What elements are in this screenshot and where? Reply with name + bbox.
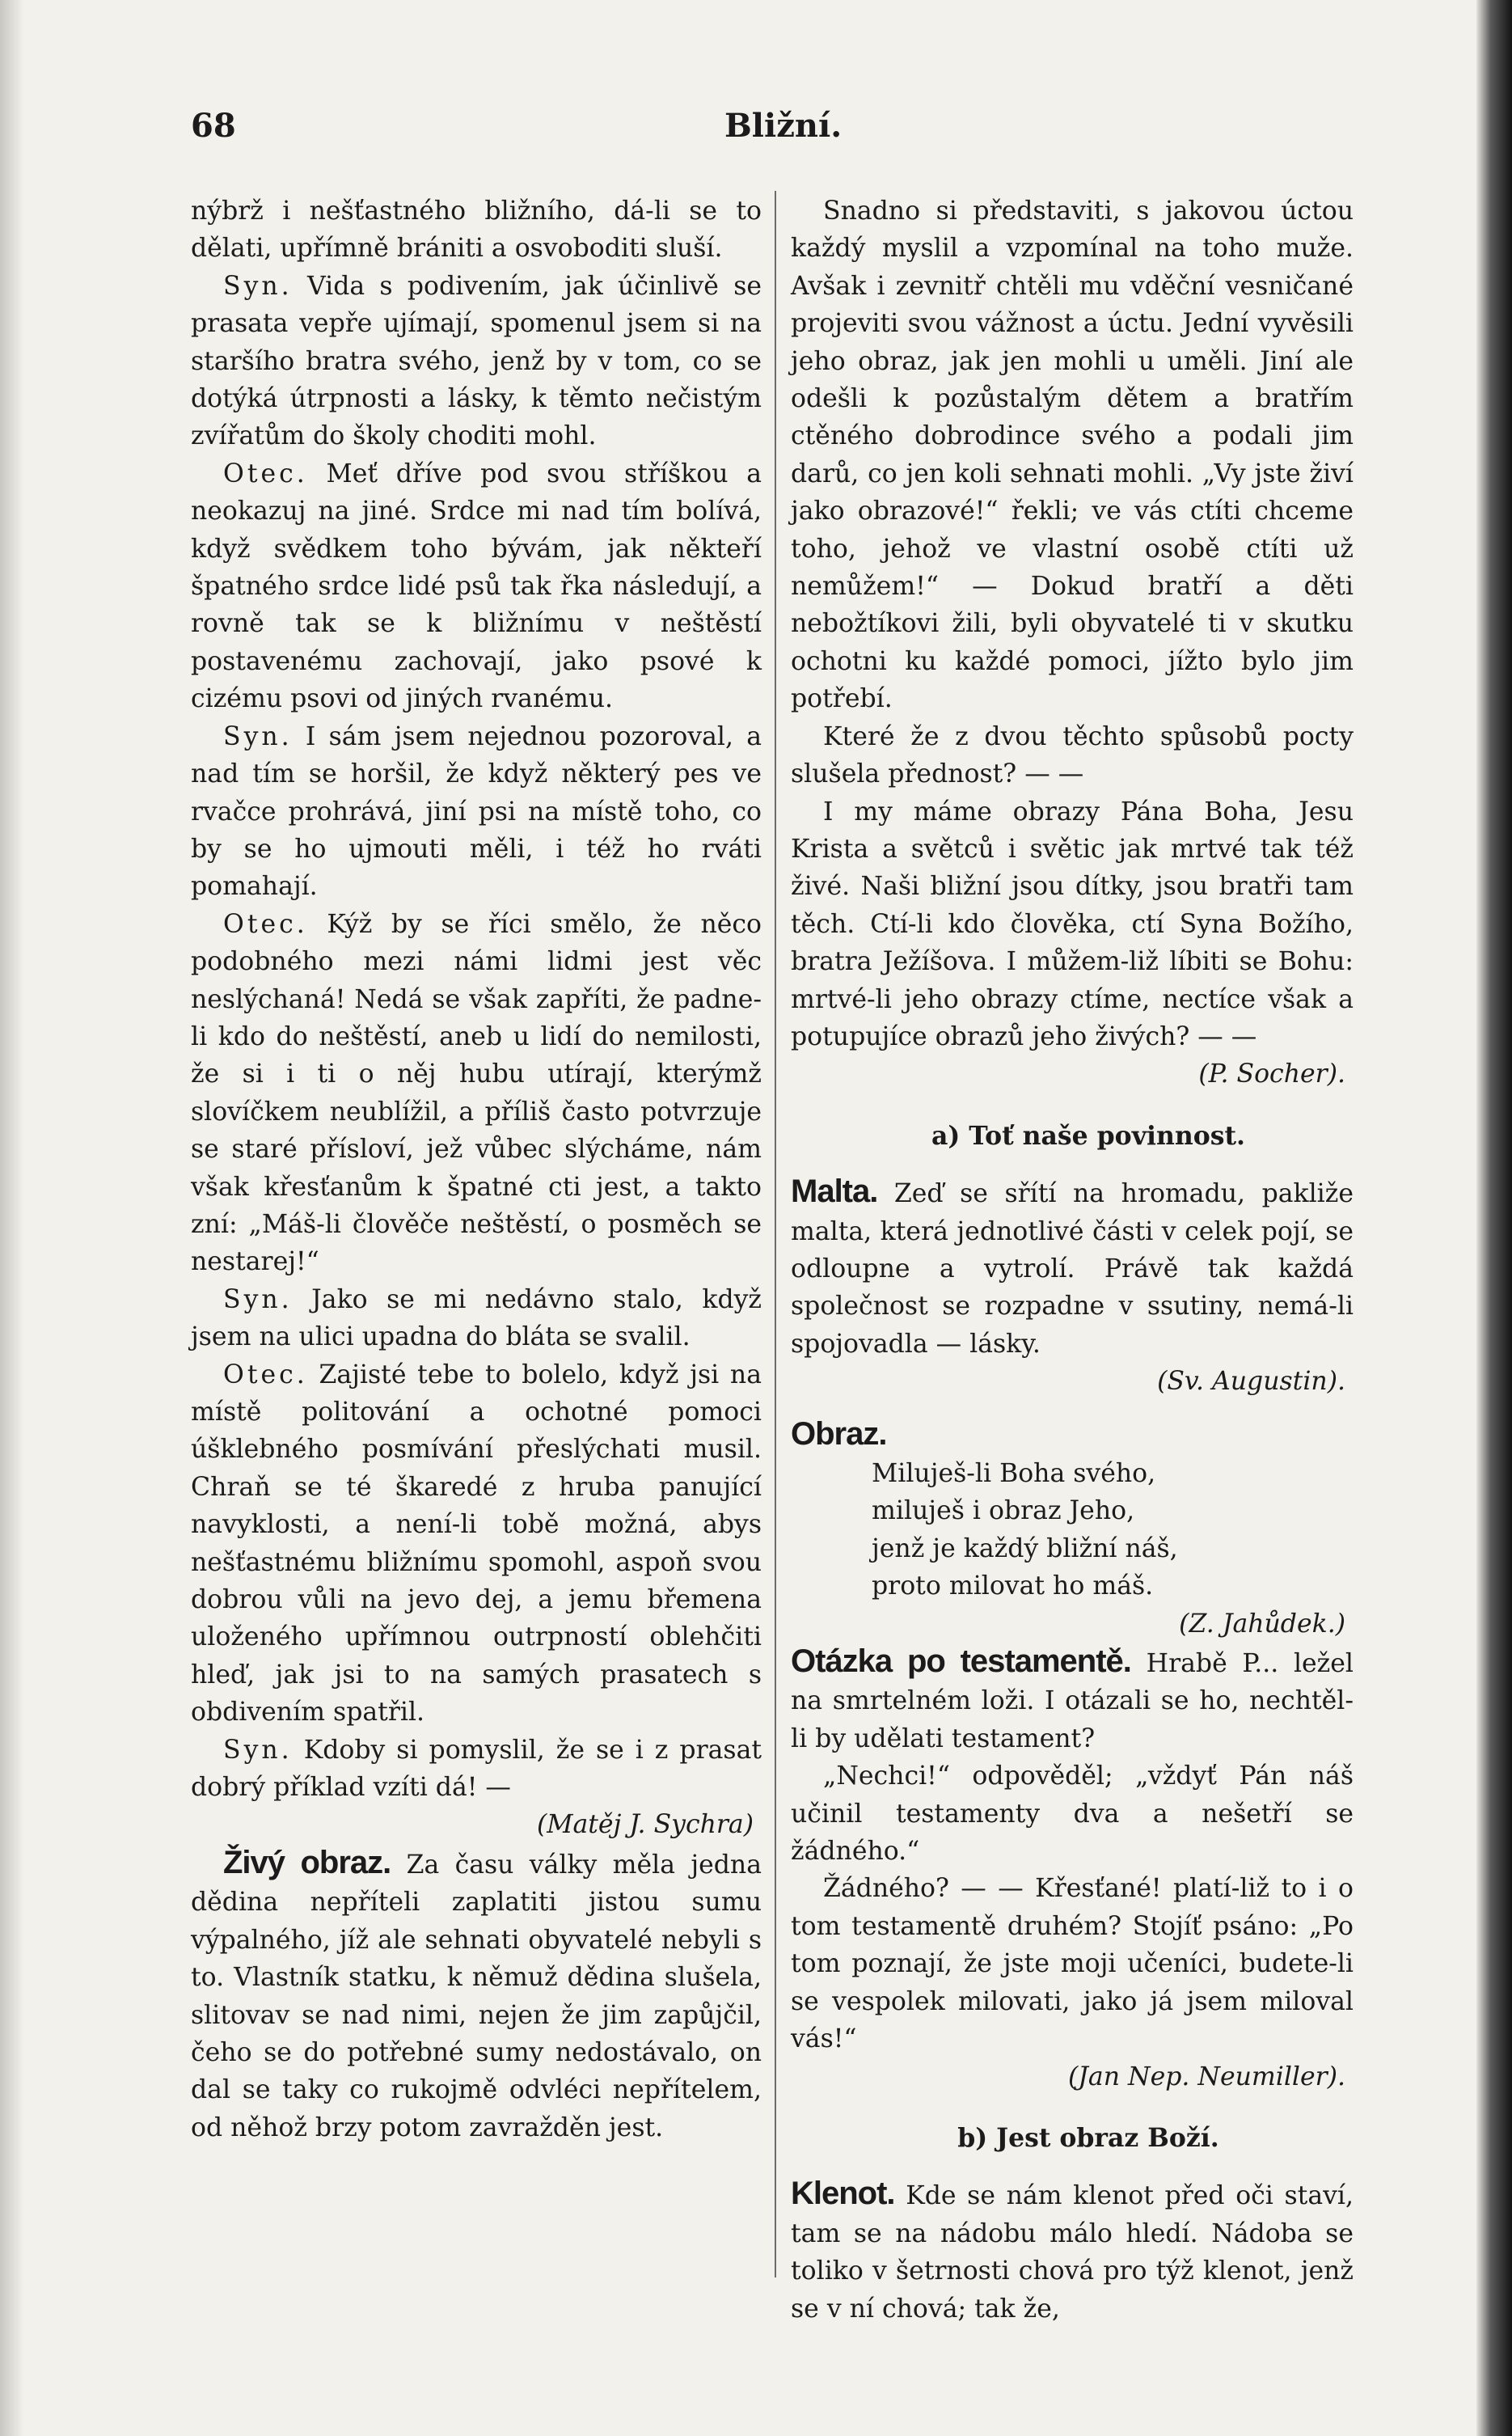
entry-heading — [791, 1415, 1354, 1455]
entry-keyword: Otázka po testamentě. — [791, 1643, 1131, 1680]
entry-keyword: Živý obraz. — [223, 1844, 391, 1880]
dialogue-text: Meť dříve pod svou stříškou a neokazuj na jiné. Srdce mi nad tím bolívá, když svědkem toho bývám, jak někteří špatného srdce lidé psů tak řka následují, a rovně tak se k bližnímu v neštěstí postavenému zachovají, jako psové k cizému psovi od jiných rvanému. — [191, 459, 762, 714]
paragraph: Snadno si představiti, s jakovou úctou každý myslil a vzpomínal na toho muže. Avšak i zevnitř chtěli mu vděční vesničané projeviti svou vážnost a úctu. Jední vyvěsili jeho obraz, jak jen mohli u uměli. Jiní ale odešli k pozůstalým dětem a bratřím ctěného dobrodince svého a podali jim darů, co jen koli sehnati mohli. „Vy jste živí jako obrazové!“ řekli; ve vás ctíti chceme toho, jehož ve vlastní osobě ctíti už nemůžem!“ — Dokud bratří a děti nebožtíkovi žili, byli obyvatelé ti v skutku ochotni ku každé pomoci, jížto bylo jim potřebí. — [791, 197, 1354, 714]
dialogue-paragraph — [191, 906, 762, 1281]
author-signature: (Sv. Augustin). — [1157, 1367, 1345, 1397]
entry-paragraph — [791, 2175, 1354, 2328]
dialogue-paragraph — [191, 1281, 762, 1356]
entry-paragraph — [191, 1844, 762, 2146]
right-column — [791, 192, 1354, 2328]
author-signature: (Jan Nep. Neumiller). — [1068, 2062, 1345, 2091]
column-divider — [775, 191, 776, 2277]
entry-paragraph — [791, 1173, 1354, 1363]
entry-paragraph — [791, 1643, 1354, 1757]
entry-text: Zeď se sřítí na hromadu, pakliže malta, která jednotlivé části v celek pojí, se odloupne a vytrolí. Právě tak každá společnost se rozpadne v ssutiny, nemá-li spojovadla — lásky. — [791, 1179, 1354, 1359]
speaker-label: Otec. — [223, 909, 308, 939]
dialogue-paragraph — [191, 268, 762, 455]
section-heading: a) Toť naše povinnost. — [931, 1120, 1246, 1151]
page-edge-left — [0, 0, 24, 2436]
dialogue-text: Jako se mi nedávno stalo, když jsem na ulici upadna do bláta se svalil. — [191, 1284, 762, 1352]
dialogue-text: Kýž by se říci smělo, že něco podobného mezi námi lidmi jest věc neslýchaná! Nedá se však zapříti, že padne-li kdo do neštěstí, aneb u lidí do nemilosti, že si i ti o něj hubu utírají, kterýmž slovíčkem neublížil, a příliš často potvrzuje se staré přísloví, jež vůbec slýcháme, nám však křesťanům k špatné cti jest, a takto zní: „Máš-li člověče neštěstí, o posměch se nestarej!“ — [191, 909, 762, 1277]
entry-keyword: Malta. — [791, 1174, 878, 1210]
dialogue-paragraph — [191, 455, 762, 718]
speaker-label: Syn. — [223, 1735, 293, 1765]
poem — [872, 1455, 1354, 1605]
dialogue-text: I sám jsem nejednou pozoroval, a nad tím se horšil, že když některý pes ve rvačce prohrává, jiní psi na místě toho, co by se ho ujmouti měli, i též ho rváti pomahají. — [191, 721, 762, 902]
dialogue-text: Zajisté tebe to bolelo, když jsi na místě politování a ochotné pomoci úšklebného posmívání přeslýchati musil. Chraň se té škaredé z hruba panující navyklosti, a není-li tobě možná, abys nešťastnému bližnímu spomohl, aspoň svou dobrou vůli na jevo dej, a jemu břemena uloženého upřímnou outrpností oblehčiti hleď, jak jsi to na samých prasatech s obdivením spatřil. — [191, 1360, 762, 1728]
paragraph: I my máme obrazy Pána Boha, Jesu Krista a světců i světic jak mrtvé tak též živé. Naši bližní jsou dítky, jsou bratři tam těch. Ctí-li kdo člověka, ctí Syna Božího, bratra Ježíšova. I můžem-liž líbiti se Bohu: mrtvé-li jeho obrazy ctíme, nectíce však a potupujíce obrazů jeho živých? — — — [791, 797, 1354, 1051]
paragraph: Které že z dvou těchto spůsobů pocty slušela přednost? — — — [791, 721, 1354, 789]
poem-line: Miluješ-li Boha svého, — [872, 1459, 1156, 1488]
dialogue-text: Kdoby si pomyslil, že se i z prasat dobrý příklad vzíti dá! — — [191, 1735, 762, 1803]
author-signature: (Z. Jahůdek.) — [1179, 1609, 1345, 1639]
poem-line: miluješ i obraz Jeho, — [872, 1496, 1135, 1526]
speaker-label: Syn. — [223, 1284, 293, 1314]
dialogue-paragraph — [191, 718, 762, 906]
entry-text: Za času války měla jedna dědina nepříteli zaplatiti jistou sumu výpalného, jíž ale sehnati obyvatelé nebyli s to. Vlastník statku, k němuž dědina slušela, slitovav se nad nimi, nejen že jim zapůjčil, čeho se do potřebné sumy nedostávalo, on dal se taky co rukojmě odvléci nepřítelem, od něhož brzy potom zavražděn jest. — [191, 1850, 762, 2142]
entry-text: Kde se nám klenot před oči staví, tam se na nádobu málo hledí. Nádoba se toliko v šetrnosti chová pro týž klenot, jenž se v ní chová; tak že, — [791, 2181, 1354, 2324]
author-signature: (P. Socher). — [1198, 1059, 1345, 1089]
left-column — [191, 192, 762, 2146]
running-title: Bližní. — [724, 107, 843, 145]
paragraph: nýbrž i nešťastného bližního, dá-li se to dělati, upřímně brániti a osvoboditi sluší. — [191, 197, 762, 264]
speaker-label: Otec. — [223, 459, 308, 488]
author-signature: (Matěj J. Sychra) — [536, 1810, 754, 1840]
dialogue-paragraph — [191, 1732, 762, 1807]
entry-keyword: Obraz. — [791, 1415, 887, 1452]
page-header — [191, 97, 1415, 154]
speaker-label: Syn. — [223, 721, 293, 751]
paragraph: Žádného? — — Křesťané! platí-liž to i o tom testamentě druhém? Stojíť psáno: „Po tom poznají, že jste moji učeníci, budete-li se vespolek milovati, jako já jsem miloval vás!“ — [791, 1874, 1354, 2054]
entry-keyword: Klenot. — [791, 2176, 895, 2212]
poem-line: proto milovat ho máš. — [872, 1571, 1154, 1601]
dialogue-text: Vida s podivením, jak účinlivě se prasata vepře ujímají, spomenul jsem si na staršího bratra svého, jenž by v tom, co se dotýká útrpnosti a lásky, k těmto nečistým zvířatům do školy choditi mohl. — [191, 271, 762, 451]
page-edge-right — [1476, 0, 1512, 2436]
speaker-label: Syn. — [223, 271, 293, 301]
poem-line: jenž je každý bližní náš, — [872, 1533, 1178, 1563]
page-number: 68 — [191, 107, 236, 145]
speaker-label: Otec. — [223, 1360, 308, 1389]
entry-text: Hrabě P... ležel na smrtelném loži. I otázali se ho, nechtěl-li by udělati testament? — [791, 1649, 1354, 1753]
section-heading: b) Jest obraz Boží. — [957, 2122, 1219, 2153]
dialogue-paragraph — [191, 1356, 762, 1732]
paragraph: „Nechci!“ odpověděl; „vždyť Pán náš učinil testamenty dva a nešetří se žádného.“ — [791, 1761, 1354, 1867]
